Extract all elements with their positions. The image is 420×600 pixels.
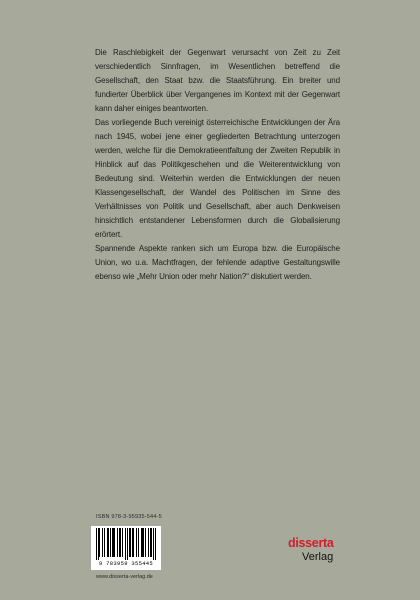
blurb-text <box>95 46 340 284</box>
publisher-logo-word: disserta <box>288 536 334 550</box>
barcode <box>91 526 161 570</box>
publisher-logo-subtitle: Verlag <box>302 551 334 563</box>
publisher-website: www.disserta-verlag.de <box>96 574 153 580</box>
blurb-paragraph-2: Das vorliegende Buch vereinigt österreichische Entwicklungen der Ära nach 1945, wobei jene einer gegliederten Betrachtung unterzogen werden, welche für die Demokratieentfaltung der Zweiten Republik in Hinblick auf das Politikgeschehen und die Weiterentwicklung von Bedeutung sind. Weiterhin werden die Entwicklungen der neuen Klassengesellschaft, der Wandel des Politischen im Sinne des Verhältnisses von Politik und Gesellschaft, aber auch Denkweisen hinsichtlich entstandener Lebensformen durch die Globalisierung erörtert. <box>95 118 340 239</box>
blurb-paragraph-1: Die Raschlebigkeit der Gegenwart verursacht von Zeit zu Zeit verschiedentlich Sinnfragen, im Wesentlichen betreffend die Gesellschaft, den Staat bzw. die Staatsführung. Ein breiter und fundierter Überblick über Vergangenes im Kontext mit der Gegenwart kann daher einiges beantworten. <box>95 48 340 113</box>
isbn-label: ISBN 978-3-95935-544-5 <box>96 514 162 520</box>
barcode-digits: 9 783959 355445 <box>98 560 153 567</box>
blurb-paragraph-3: Spannende Aspekte ranken sich um Europa bzw. die Europäische Union, wo u.a. Machtfragen, der fehlende adaptive Gestaltungswille ebenso wie „Mehr Union oder mehr Nation?“ diskutiert werden. <box>95 244 340 281</box>
publisher-logo <box>288 536 338 572</box>
barcode-bars <box>95 528 157 560</box>
